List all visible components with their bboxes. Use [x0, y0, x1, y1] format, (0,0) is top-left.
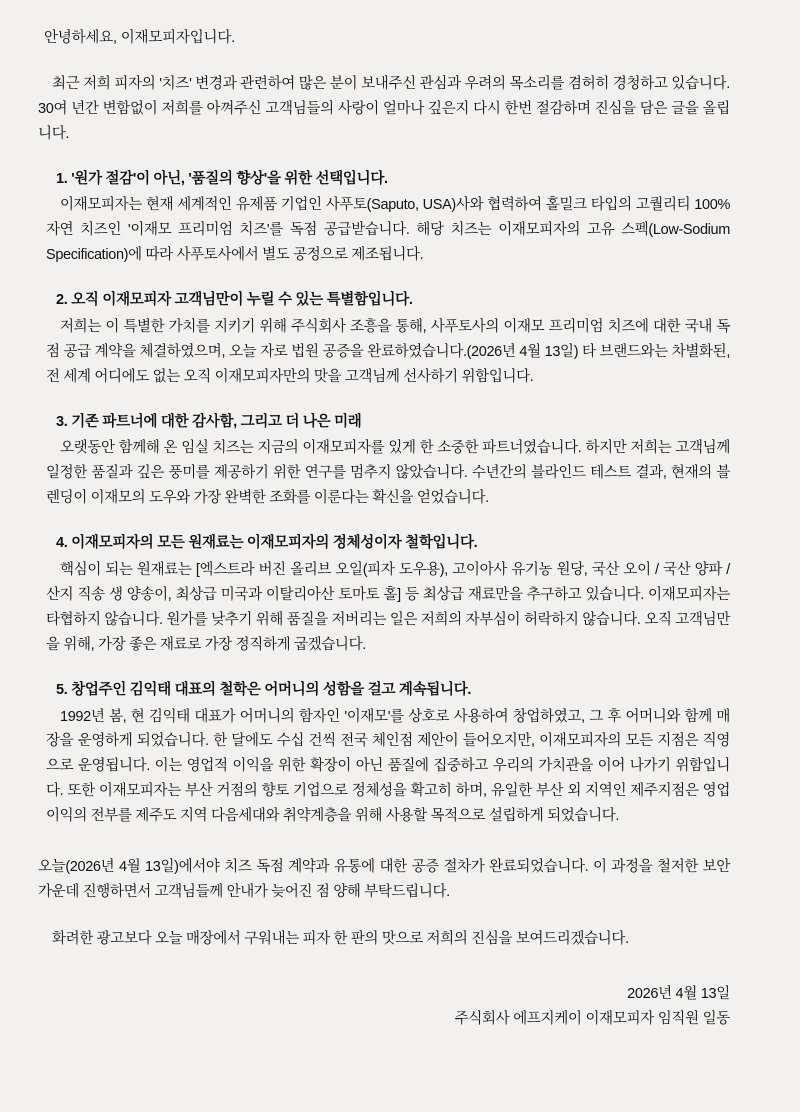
section-2-body: 저희는 이 특별한 가치를 지키기 위해 주식회사 조흥을 통해, 사푸토사의 이재모 프리미엄 치즈에 대한 국내 독점 공급 계약을 체결하였으며, 오늘 자로 법원 공증을 완료하였습니다.(2026년 4월 13일) 타 브랜드와는 차별화된, 전 세계 어디에도 없는 오직 이재모피자만의 맛을 고객님께 선사하기 위함입니다. — [46, 318, 730, 385]
signature-block — [38, 982, 730, 1031]
intro-paragraph: 최근 저희 피자의 '치즈' 변경과 관련하여 많은 분이 보내주신 관심과 우려의 목소리를 겸허히 경청하고 있습니다. 30여 년간 변함없이 저희를 아껴주신 고객님들의 사랑이 얼마나 깊은지 다시 한번 절감하며 진심을 담은 글을 올립니다. — [38, 75, 730, 142]
section-3-body: 오랫동안 함께해 온 임실 치즈는 지금의 이재모피자를 있게 한 소중한 파트너였습니다. 하지만 저희는 고객님께 일정한 품질과 깊은 풍미를 제공하기 위한 연구를 멈추지 않았습니다. 수년간의 블라인드 테스트 결과, 현재의 블렌딩이 이재모의 도우와 가장 완벽한 조화를 이룬다는 확신을 얻었습니다. — [46, 440, 730, 507]
section-4-body: 핵심이 되는 원재료는 [엑스트라 버진 올리브 오일(피자 도우용), 고이아사 유기농 원당, 국산 오이 / 국산 양파 / 산지 직송 생 양송이, 최상급 미국과 이탈리아산 토마토 홀] 등 최상급 재료만을 추구하고 있습니다. 이재모피자는 타협하지 않습니다. 원가를 낮추기 위해 품질을 저버리는 일은 저희의 자부심이 허락하지 않습니다. 오직 고객님만을 위해, 가장 좋은 재료로 가장 정직하게 굽겠습니다. — [46, 562, 730, 653]
section-2 — [38, 290, 730, 390]
section-3 — [38, 412, 730, 512]
section-2-heading: 2. 오직 이재모피자 고객님만이 누릴 수 있는 특별함입니다. — [56, 292, 413, 309]
closing-paragraph-2: 화려한 광고보다 오늘 매장에서 구워내는 피자 한 판의 맛으로 저희의 진심을 보여드리겠습니다. — [52, 931, 629, 948]
greeting-paragraph: 안녕하세요, 이재모피자입니다. — [44, 30, 235, 46]
section-5 — [38, 680, 730, 829]
section-3-heading: 3. 기존 파트너에 대한 감사함, 그리고 더 나은 미래 — [56, 413, 362, 430]
closing-paragraph-1: 오늘(2026년 4월 13일)에서야 치즈 독점 계약과 유통에 대한 공증 절차가 완료되었습니다. 이 과정을 철저한 보안 가운데 진행하면서 고객님들께 안내가 늦어진 점 양해 부탁드립니다. — [38, 859, 730, 901]
section-1 — [38, 169, 730, 269]
section-4 — [38, 533, 730, 658]
signature-date: 2026년 4월 13일 — [627, 986, 730, 1002]
section-5-heading: 5. 창업주인 김익태 대표의 철학은 어머니의 성함을 걸고 계속됩니다. — [56, 681, 472, 698]
section-1-heading: 1. '원가 절감'이 아닌, '품질의 향상'을 위한 선택입니다. — [56, 170, 388, 187]
section-5-body: 1992년 봄, 현 김익태 대표가 어머니의 함자인 '이재모'를 상호로 사용하여 창업하였고, 그 후 어머니와 함께 매장을 운영하게 되었습니다. 한 달에도 수십 건씩 전국 체인점 제안이 들어오지만, 이재모피자의 모든 지점은 직영으로 운영됩니다. 이는 영업적 이익을 위한 확장이 아닌 품질에 집중하고 우리의 가치관을 이어 나가기 위함입니다. 또한 이재모피자는 부산 거점의 향토 기업으로 정체성을 확고히 하며, 유일한 부산 외 지역인 제주지점은 영업이익의 전부를 제주도 지역 다음세대와 취약계층을 위해 사용할 목적으로 설립하게 되었습니다. — [46, 708, 730, 825]
signature-author: 주식회사 에프지케이 이재모피자 임직원 일동 — [454, 1010, 730, 1027]
section-1-body: 이재모피자는 현재 세계적인 유제품 기업인 사푸토(Saputo, USA)사와 협력하여 홀밀크 타입의 고퀄리티 100% 자연 치즈인 '이재모 프리미엄 치즈'를 독점 공급받습니다. 해당 치즈는 이재모피자의 고유 스펙(Low-Sodium Specification)에 따라 사푸토사에서 별도 공정으로 제조됩니다. — [46, 197, 730, 264]
section-4-heading: 4. 이재모피자의 모든 원재료는 이재모피자의 정체성이자 철학입니다. — [56, 535, 478, 552]
